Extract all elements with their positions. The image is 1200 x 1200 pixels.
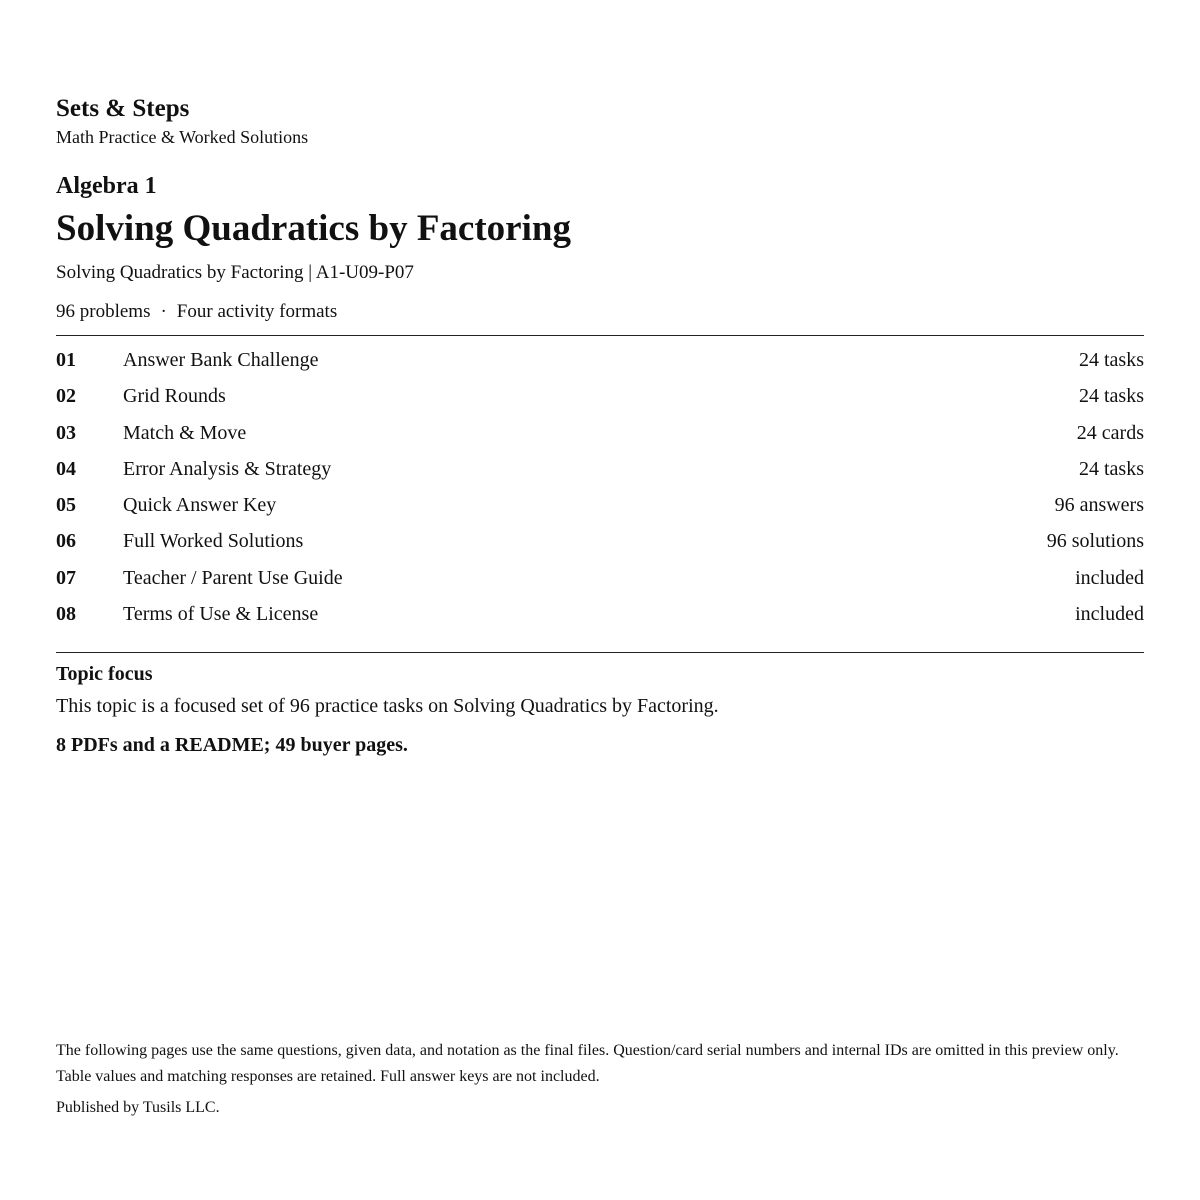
contents-row: [56, 487, 1144, 523]
contents-count: included: [1075, 603, 1144, 626]
contents-label: Answer Bank Challenge: [123, 349, 319, 371]
contents-label: Grid Rounds: [123, 385, 226, 408]
contents-label: Match & Move: [123, 421, 247, 444]
preview-page: [56, 0, 1144, 1200]
page-subtitle: Solving Quadratics by Factoring | A1-U09-P07: [56, 262, 414, 283]
contents-label: Teacher / Parent Use Guide: [123, 566, 343, 589]
contents-count: 96 solutions: [1046, 530, 1144, 553]
brand-tagline: Math Practice & Worked Solutions: [56, 127, 309, 147]
contents-number: 05: [56, 494, 76, 517]
contents-row: [56, 378, 1144, 414]
contents-count: 96 answers: [1054, 494, 1144, 517]
course-name: Algebra 1: [56, 173, 157, 199]
contents-list: [56, 342, 1144, 632]
contents-row: [56, 415, 1144, 451]
contents-number: 03: [56, 421, 76, 444]
contents-row: [56, 342, 1144, 378]
contents-count: 24 tasks: [1079, 385, 1144, 408]
topic-focus-heading: Topic focus: [56, 663, 153, 685]
contents-number: 04: [56, 457, 76, 480]
summary-formats: Four activity formats: [176, 301, 338, 322]
preview-note: The following pages use the same questions, given data, and notation as the final files. Question/card serial numbers and internal IDs are omitted in this preview only. Table values and matching responses are retained. Full answer keys are not included.: [56, 1042, 1119, 1085]
topic-focus-text: This topic is a focused set of 96 practice tasks on Solving Quadratics by Factoring.: [56, 695, 719, 717]
contents-label: Terms of Use & License: [123, 603, 319, 626]
contents-label: Error Analysis & Strategy: [123, 457, 332, 480]
contents-count: 24 cards: [1076, 421, 1144, 444]
contents-count: included: [1075, 566, 1144, 589]
page-title: Solving Quadratics by Factoring: [56, 208, 571, 249]
summary-separator: ·: [160, 301, 167, 322]
summary-line: [56, 300, 337, 324]
contents-row: [56, 523, 1144, 559]
summary-problem-count: 96 problems: [56, 301, 151, 322]
contents-count: 24 tasks: [1079, 457, 1144, 480]
file-summary: 8 PDFs and a README; 49 buyer pages.: [56, 734, 408, 756]
contents-row: [56, 596, 1144, 632]
contents-row: [56, 560, 1144, 596]
divider-top: [56, 335, 1144, 336]
publisher-line: Published by Tusils LLC.: [56, 1099, 220, 1116]
brand-name: Sets & Steps: [56, 95, 190, 122]
contents-label: Full Worked Solutions: [123, 530, 304, 553]
contents-number: 01: [56, 349, 76, 371]
contents-number: 06: [56, 530, 76, 553]
divider-bottom: [56, 652, 1144, 653]
contents-count: 24 tasks: [1079, 349, 1144, 371]
contents-number: 07: [56, 566, 76, 589]
contents-row: [56, 451, 1144, 487]
contents-number: 08: [56, 603, 76, 626]
contents-number: 02: [56, 385, 76, 408]
contents-label: Quick Answer Key: [123, 494, 277, 517]
